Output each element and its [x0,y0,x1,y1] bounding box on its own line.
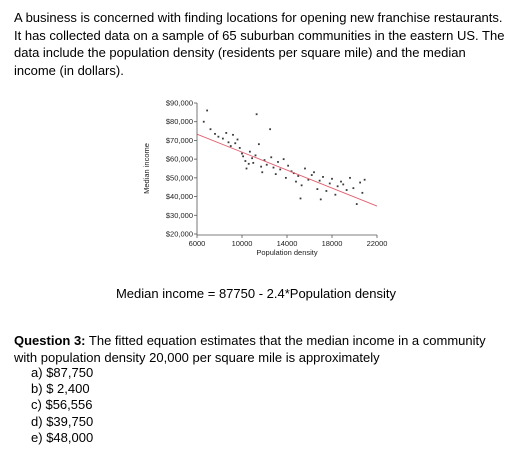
data-point [225,132,227,134]
data-point [232,134,234,136]
x-tick-label: 18000 [321,239,343,248]
option-letter: d) [31,413,43,429]
option-letter: e) [31,429,43,445]
regression-line [197,134,377,206]
data-point [244,160,246,162]
question-text [14,332,506,366]
option-value: $56,556 [45,397,93,413]
data-point [248,163,250,165]
x-tick-label: 6000 [188,239,206,248]
y-tick-label: $80,000 [165,117,193,127]
data-point [251,157,253,159]
question-label: Question 3: [14,333,86,348]
data-point [325,190,327,192]
data-point [214,133,216,135]
x-tick-label: 10000 [231,239,253,248]
option-letter: b) [31,381,43,397]
data-point [349,177,351,179]
y-tick-label: $40,000 [165,192,193,202]
data-point [249,151,251,153]
data-point [359,182,361,184]
y-tick-label: $90,000 [165,98,193,108]
data-point [295,181,297,183]
y-tick-label: $30,000 [165,210,193,220]
data-point [364,179,366,181]
regression-equation: Median income = 87750 - 2.4*Population density [115,286,397,301]
data-point [222,138,224,140]
data-point [331,178,333,180]
data-point [273,167,275,169]
data-point [255,155,257,157]
data-point [304,168,306,170]
data-point [322,176,324,178]
data-point [237,139,239,141]
data-point [239,147,241,149]
data-point [297,175,299,177]
data-point [340,181,342,183]
data-point [228,141,230,143]
data-point [287,165,289,167]
x-axis-ticks [189,235,388,248]
data-point [352,187,354,189]
data-point [316,188,318,190]
data-point [337,185,339,187]
data-point [230,145,232,147]
y-axis-title: Median income [142,143,151,194]
data-point [210,128,212,130]
intro-paragraph: A business is concerned with finding locations for opening new franchise restaurants. It has collected data on a sample of 65 suburban communities in the eastern US. The data include the population density (residents per square mile) and the median income (in dollars). [14,10,505,78]
data-point [301,184,303,186]
data-point [203,121,205,123]
data-point [313,171,315,173]
data-point [329,183,331,185]
x-tick-label: 22000 [366,239,388,248]
y-tick-label: $70,000 [165,135,193,145]
data-point [346,189,348,191]
data-point [285,177,287,179]
answer-options [31,365,93,446]
data-point [241,153,243,155]
data-point [300,198,302,200]
option-letter: c) [31,397,42,413]
option-value: $ 2,400 [46,381,90,397]
y-axis-ticks [166,99,197,239]
data-points [203,110,366,205]
y-tick-label: $60,000 [165,154,193,164]
data-point [256,113,258,115]
data-point [270,156,272,158]
data-point [277,161,279,163]
data-point [252,162,254,164]
data-point [320,198,322,200]
y-tick-label: $50,000 [165,173,193,183]
y-tick-label: $20,000 [165,229,193,239]
data-point [242,155,244,157]
data-point [342,184,344,186]
x-axis-title: Population density [256,248,318,257]
data-point [269,128,271,130]
option-letter: a) [31,365,43,380]
data-point [246,168,248,170]
option-e [31,430,93,446]
data-point [319,180,321,182]
option-value: $87,750 [46,365,94,380]
data-point [283,158,285,160]
fit-line-group [197,134,377,206]
option-value: $39,750 [46,413,94,429]
data-point [234,142,236,144]
data-point [361,192,363,194]
data-point [206,110,208,112]
data-point [266,164,268,166]
option-d [31,414,93,430]
data-point [217,136,219,138]
option-a [31,365,93,381]
data-point [356,203,358,205]
data-point [334,194,336,196]
option-c [31,397,93,413]
data-point [275,173,277,175]
scatter-chart [140,95,400,260]
option-value: $48,000 [46,429,94,445]
chart-svg [140,95,400,260]
data-point [311,174,313,176]
data-point [261,171,263,173]
x-tick-label: 14000 [276,239,298,248]
option-b [31,381,93,397]
data-point [258,143,260,145]
data-point [260,166,262,168]
data-point [279,169,281,171]
question-body: The fitted equation estimates that the median income in a community with population density 20,000 per square mile is approximately [14,333,486,365]
